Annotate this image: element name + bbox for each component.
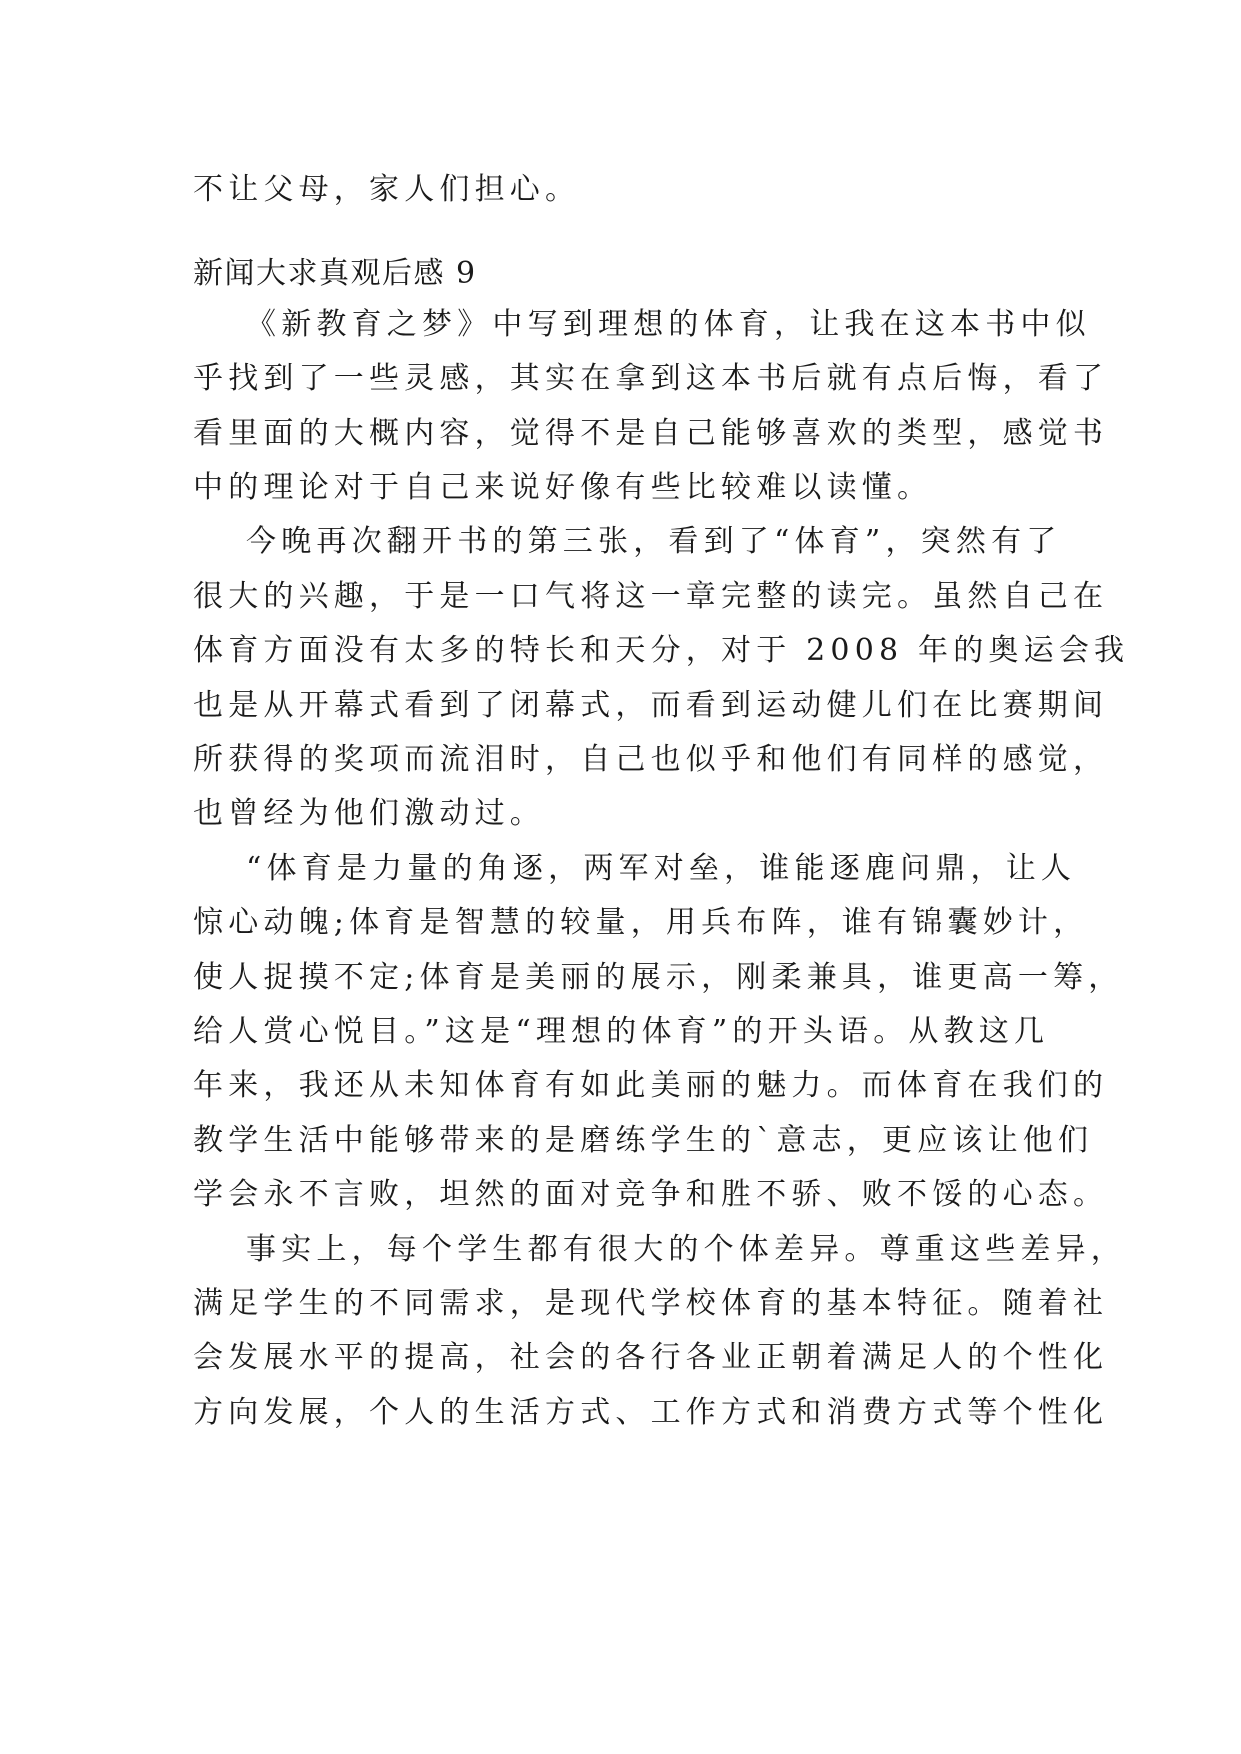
paragraph-line: 看里面的大概内容，觉得不是自己能够喜欢的类型，感觉书 <box>193 416 1109 451</box>
paragraph-line: 今晚再次翻开书的第三张，看到了“体育”，突然有了 <box>246 524 1062 559</box>
paragraph-line: 教学生活中能够带来的是磨练学生的`意志，更应该让他们 <box>193 1123 1094 1158</box>
paragraph-line: 年来，我还从未知体育有如此美丽的魅力。而体育在我们的 <box>193 1068 1109 1103</box>
paragraph-line: 所获得的奖项而流泪时，自己也似乎和他们有同样的感觉， <box>193 742 1109 777</box>
paragraph-line: 惊心动魄;体育是智慧的较量，用兵布阵，谁有锦囊妙计， <box>193 905 1089 940</box>
paragraph-line: 使人捉摸不定;体育是美丽的展示，刚柔兼具，谁更高一筹， <box>193 960 1124 995</box>
paragraph-line: 也是从开幕式看到了闭幕式，而看到运动健儿们在比赛期间 <box>193 688 1109 723</box>
paragraph-line: 满足学生的不同需求，是现代学校体育的基本特征。随着社 <box>193 1286 1109 1321</box>
paragraph-line: 会发展水平的提高，社会的各行各业正朝着满足人的个性化 <box>193 1340 1109 1375</box>
paragraph-line: 给人赏心悦目。”这是“理想的体育”的开头语。从教这几 <box>193 1014 1050 1049</box>
paragraph-line: 很大的兴趣，于是一口气将这一章完整的读完。虽然自己在 <box>193 579 1109 614</box>
paragraph-line: 乎找到了一些灵感，其实在拿到这本书后就有点后悔，看了 <box>193 361 1109 396</box>
paragraph-line: 事实上，每个学生都有很大的个体差异。尊重这些差异， <box>246 1232 1126 1267</box>
paragraph-line: 学会永不言败，坦然的面对竞争和胜不骄、败不馁的心态。 <box>193 1177 1109 1212</box>
section-heading: 新闻大求真观后感 9 <box>193 256 477 291</box>
paragraph-line: “体育是力量的角逐，两军对垒，谁能逐鹿问鼎，让人 <box>246 851 1077 886</box>
paragraph-line: 也曾经为他们激动过。 <box>193 796 545 831</box>
text-line: 不让父母，家人们担心。 <box>193 172 581 207</box>
paragraph-line: 中的理论对于自己来说好像有些比较难以读懂。 <box>193 470 933 505</box>
paragraph-line: 体育方面没有太多的特长和天分，对于 2008 年的奥运会我 <box>193 633 1130 668</box>
paragraph-line: 方向发展，个人的生活方式、工作方式和消费方式等个性化 <box>193 1395 1109 1430</box>
paragraph-line: 《新教育之梦》中写到理想的体育，让我在这本书中似 <box>246 307 1091 342</box>
